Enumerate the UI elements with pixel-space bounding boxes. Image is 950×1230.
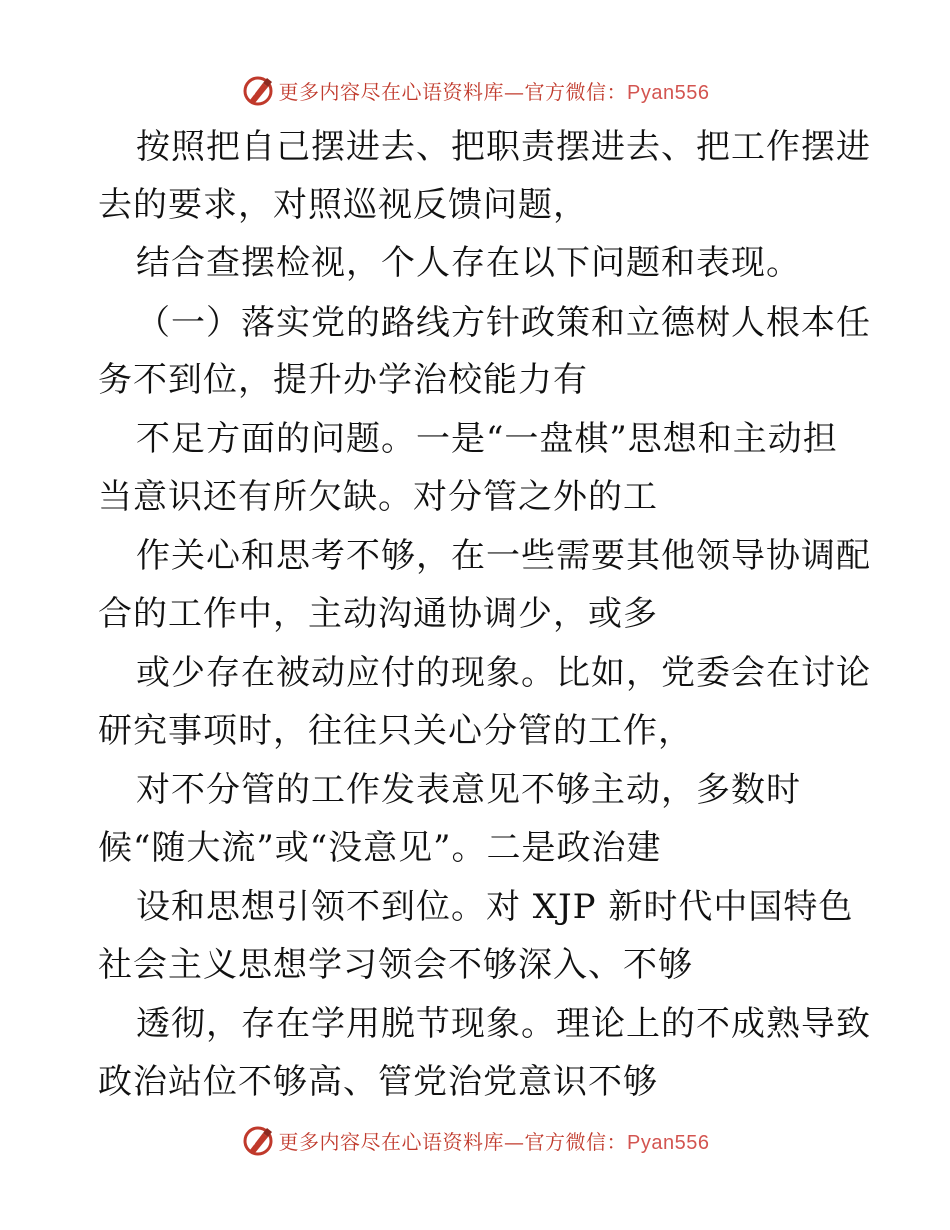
header-banner-main: 更多内容尽在心语资料库: [278, 79, 505, 104]
header-banner: [0, 70, 950, 110]
header-banner-dash: —: [504, 79, 525, 104]
pen-logo-icon: [241, 73, 275, 107]
header-banner-wechat-label: 官方微信：: [524, 79, 628, 104]
text-line: 务不到位，提升办学治校能力有: [98, 360, 588, 400]
footer-banner-wechat-label: 官方微信：: [524, 1129, 628, 1154]
footer-banner-text: [279, 1126, 710, 1155]
text-line: 不足方面的问题。一是“一盘棋”思想和主动担: [136, 419, 838, 459]
text-line: 政治站位不够高、管党治党意识不够: [98, 1062, 658, 1102]
footer-banner-dash: —: [504, 1129, 525, 1154]
text-line: 候“随大流”或“没意见”。二是政治建: [98, 828, 662, 868]
text-line: 对不分管的工作发表意见不够主动，多数时: [136, 770, 801, 810]
text-line: 合的工作中，主动沟通协调少，或多: [98, 594, 658, 634]
text-line: 或少存在被动应付的现象。比如，党委会在讨论: [136, 653, 871, 693]
text-line: 结合查摆检视，个人存在以下问题和表现。: [136, 243, 801, 283]
footer-banner: [0, 1120, 950, 1160]
text-line: 透彻，存在学用脱节现象。理论上的不成熟导致: [136, 1004, 871, 1044]
text-line: （一）落实党的路线方针政策和立德树人根本任: [136, 303, 871, 343]
text-line: 当意识还有所欠缺。对分管之外的工: [98, 477, 658, 517]
text-line: 设和思想引领不到位。对 XJP 新时代中国特色: [136, 887, 854, 927]
text-line: 社会主义思想学习领会不够深入、不够: [98, 945, 693, 985]
header-banner-text: [279, 76, 710, 105]
text-line: 去的要求，对照巡视反馈问题，: [98, 185, 588, 225]
text-line: 作关心和思考不够，在一些需要其他领导协调配: [136, 536, 871, 576]
pen-logo-icon: [241, 1123, 275, 1157]
footer-banner-main: 更多内容尽在心语资料库: [278, 1129, 505, 1154]
text-line: 按照把自己摆进去、把职责摆进去、把工作摆进: [136, 127, 871, 167]
header-banner-wechat-id: Pyan556: [627, 81, 710, 104]
footer-banner-wechat-id: Pyan556: [627, 1131, 710, 1154]
text-line: 研究事项时，往往只关心分管的工作，: [98, 711, 693, 751]
